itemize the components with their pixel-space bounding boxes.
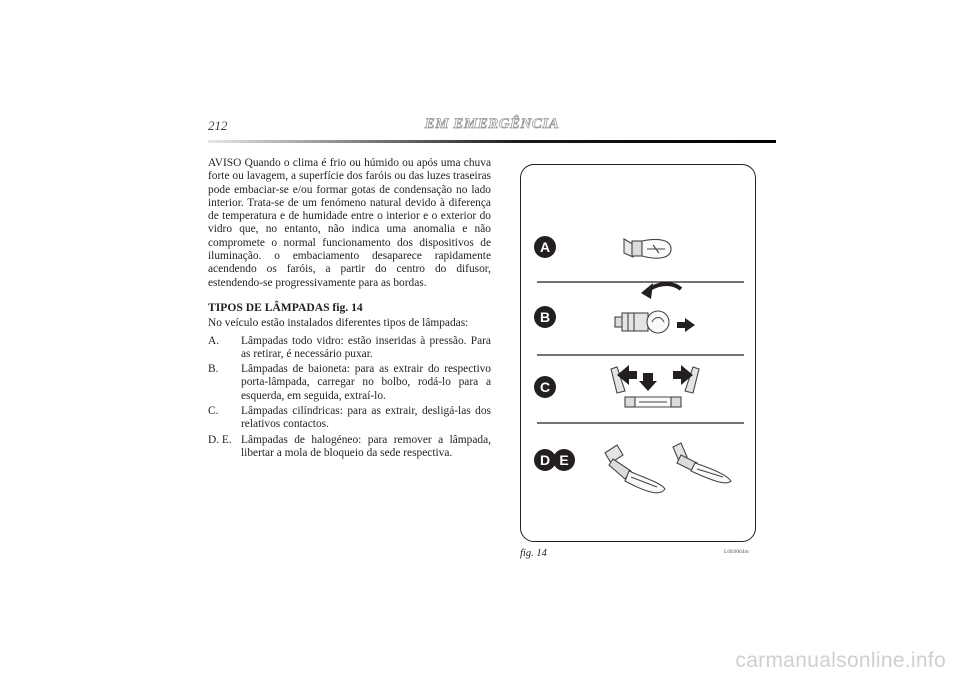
text-column (208, 157, 491, 462)
figure-code: L0E0064m (724, 549, 749, 555)
figure-caption: fig. 14 (520, 548, 547, 559)
watermark: carmanualsonline.info (735, 649, 946, 672)
letter-a-badge: A (534, 236, 556, 258)
halogen-bulb-e-icon (673, 443, 731, 483)
lamp-type-b (208, 363, 491, 403)
header-rule (208, 140, 776, 143)
lamp-type-text: Lâmpadas de halogéneo: para remover a lâmpada, libertar a mola de bloqueio da sede respectiva. (241, 433, 491, 459)
lamp-figure (520, 164, 756, 542)
letter-d-badge: D (534, 449, 556, 471)
lamp-type-de (208, 434, 491, 461)
bulb-b-icon (615, 311, 669, 333)
push-arrow-icon (677, 318, 695, 332)
lamp-types-intro: No veículo estão instalados diferentes tipos de lâmpadas: (208, 317, 469, 330)
lamp-type-label: D. E. (208, 433, 232, 446)
page-number: 212 (208, 118, 228, 133)
lamp-type-label: A. (208, 334, 220, 347)
lamp-type-label: B. (208, 363, 219, 376)
lamp-illustration (521, 165, 757, 543)
letter-b-badge: B (534, 306, 556, 328)
bulb-a-icon (624, 239, 671, 258)
intro-paragraph: AVISO Quando o clima é frio ou húmido ou após uma chuva forte ou lavagem, a superfície dos faróis ou das luzes traseiras pode embaciar-se e/ou formar gotas de condensação no lado interior. Trata-se de um fenómeno natural devido à diferença de temperatura e de humidade entre o interior e o exterior do vidro que, no entanto, não indica uma anomalia e não compromete o normal funcionamento dos dispositivos de iluminação. o embaciamento desaparece rapidamente acendendo os faróis, a partir do centro do difusor, estendendo-se progressivamente para as bordas. (208, 157, 491, 289)
lamp-type-text: Lâmpadas todo vidro: estão inseridas à pressão. Para as retirar, é necessário puxar. (241, 334, 491, 360)
lamp-types-list (208, 335, 491, 461)
lamp-type-a (208, 335, 491, 362)
rotate-arrow-head-icon (641, 283, 653, 299)
letter-e-badge: E (553, 449, 575, 471)
lamp-type-label: C. (208, 405, 219, 418)
halogen-bulb-d-icon (605, 445, 665, 493)
lamp-types-heading: TIPOS DE LÂMPADAS fig. 14 (208, 300, 363, 314)
page-header (208, 118, 776, 148)
lamp-type-text: Lâmpadas de baioneta: para as extrair do respectivo porta-lâmpada, carregar no bolbo, rodá-lo para a esquerda, em seguida, extraí-lo. (241, 363, 491, 402)
section-title: EM EMERGÊNCIA (424, 116, 560, 132)
down-arrow-icon (639, 373, 657, 391)
lamp-type-c (208, 405, 491, 432)
letter-c-badge: C (534, 376, 556, 398)
lamp-type-text: Lâmpadas cilíndricas: para as extrair, desligá-las dos relativos contactos. (241, 405, 491, 431)
